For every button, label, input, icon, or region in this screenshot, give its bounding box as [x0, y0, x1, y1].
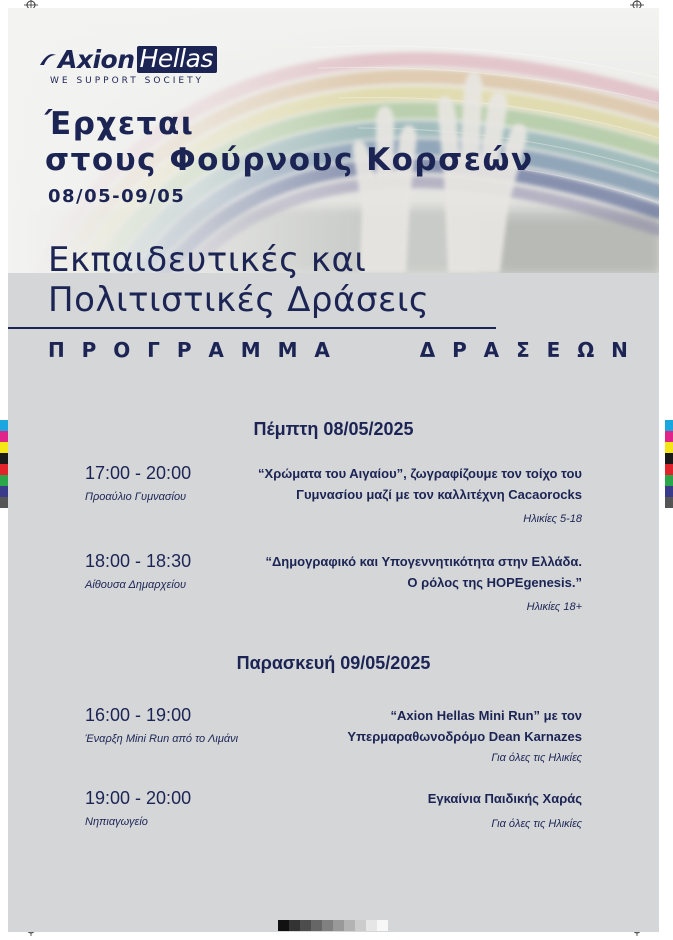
subtitle — [48, 240, 429, 320]
headline-line-1: Έρχεται — [45, 106, 195, 142]
event-title-line-1: “Δημογραφικό και Υπογεννητικότητα στην Ελλάδα. — [265, 554, 582, 569]
programme-letter: Π — [48, 338, 65, 362]
event-place: Νηπιαγωγείο — [85, 816, 148, 828]
event-ages: Για όλες τις Ηλικίες — [491, 752, 582, 764]
programme-letter: Μ — [240, 338, 261, 362]
event-title-line-2: Υπερμαραθωνοδρόμο Dean Karnazes — [347, 729, 582, 744]
programme-letter: Μ — [277, 338, 298, 362]
programme-letter: Ε — [546, 338, 561, 362]
event-time: 16:00 - 19:00 — [85, 705, 192, 725]
programme-letter: Ρ — [176, 338, 192, 362]
event-time: 17:00 - 20:00 — [85, 463, 192, 483]
event-place: Έναρξη Mini Run από το Λιμάνι — [85, 733, 239, 745]
logo-tagline: WE SUPPORT SOCIETY — [50, 76, 205, 86]
programme-heading — [48, 338, 628, 362]
gray-calibration-bar — [278, 920, 388, 931]
event-ages: Ηλικίες 5-18 — [523, 513, 582, 525]
day-heading-friday: Παρασκευή 09/05/2025 — [236, 653, 431, 673]
programme-letter: Α — [208, 338, 224, 362]
event-time: 18:00 - 18:30 — [85, 551, 192, 571]
color-calibration-strip-right — [665, 420, 673, 508]
programme-letter: Α — [314, 338, 330, 362]
logo-brand-right: Hellas — [137, 46, 217, 73]
event-time: 19:00 - 20:00 — [85, 788, 192, 808]
headline-line-2: στους Φούρνους Κορσεών — [45, 142, 534, 178]
programme-letter: Ρ — [81, 338, 97, 362]
event-dates: 08/05-09/05 — [48, 186, 186, 207]
programme-letter: Σ — [516, 338, 530, 362]
headline — [45, 106, 534, 178]
event-title — [252, 463, 582, 505]
color-calibration-strip-left — [0, 420, 8, 508]
programme-letter: Α — [483, 338, 500, 362]
programme-letter: Ω — [577, 338, 595, 362]
event-item — [85, 788, 582, 858]
logo-swoosh-icon — [40, 53, 56, 67]
divider-rule — [8, 327, 496, 329]
programme-letter: Ο — [113, 338, 131, 362]
event-title — [252, 551, 582, 593]
flyer-page — [8, 8, 659, 932]
event-place: Αίθουσα Δημαρχείου — [85, 579, 187, 591]
event-item — [85, 463, 582, 533]
event-item — [85, 551, 582, 621]
event-item — [85, 705, 582, 775]
event-ages: Ηλικίες 18+ — [526, 601, 582, 613]
event-title-line-1: “Axion Hellas Mini Run” με τον — [390, 708, 582, 723]
event-title-line-2: Γυμνασίου μαζί με τον καλλιτέχνη Cacaorocks — [296, 487, 582, 502]
programme-letter: Ρ — [452, 338, 467, 362]
programme-letter: Γ — [147, 338, 160, 362]
event-place: Προαύλιο Γυμνασίου — [85, 491, 187, 503]
programme-letter: Δ — [419, 338, 436, 362]
axion-hellas-logo — [40, 46, 217, 86]
logo-wordmark — [40, 46, 217, 73]
subtitle-line-2: Πολιτιστικές Δράσεις — [48, 280, 430, 320]
event-title — [252, 788, 582, 809]
subtitle-line-1: Εκπαιδευτικές και — [48, 240, 367, 280]
programme-letter: Ν — [611, 338, 628, 362]
event-title-line-1: Εγκαίνια Παιδικής Χαράς — [427, 791, 582, 806]
programme-word-gap — [347, 338, 403, 362]
event-title — [252, 705, 582, 747]
event-ages: Για όλες τις Ηλικίες — [491, 818, 582, 830]
day-heading-thursday: Πέμπτη 08/05/2025 — [253, 419, 414, 439]
logo-brand-left: Axion — [58, 45, 135, 74]
event-title-line-1: “Χρώματα του Αιγαίου”, ζωγραφίζουμε τον τοίχο του — [258, 466, 582, 481]
event-title-line-2: Ο ρόλος της HOPEgenesis.” — [407, 575, 582, 590]
